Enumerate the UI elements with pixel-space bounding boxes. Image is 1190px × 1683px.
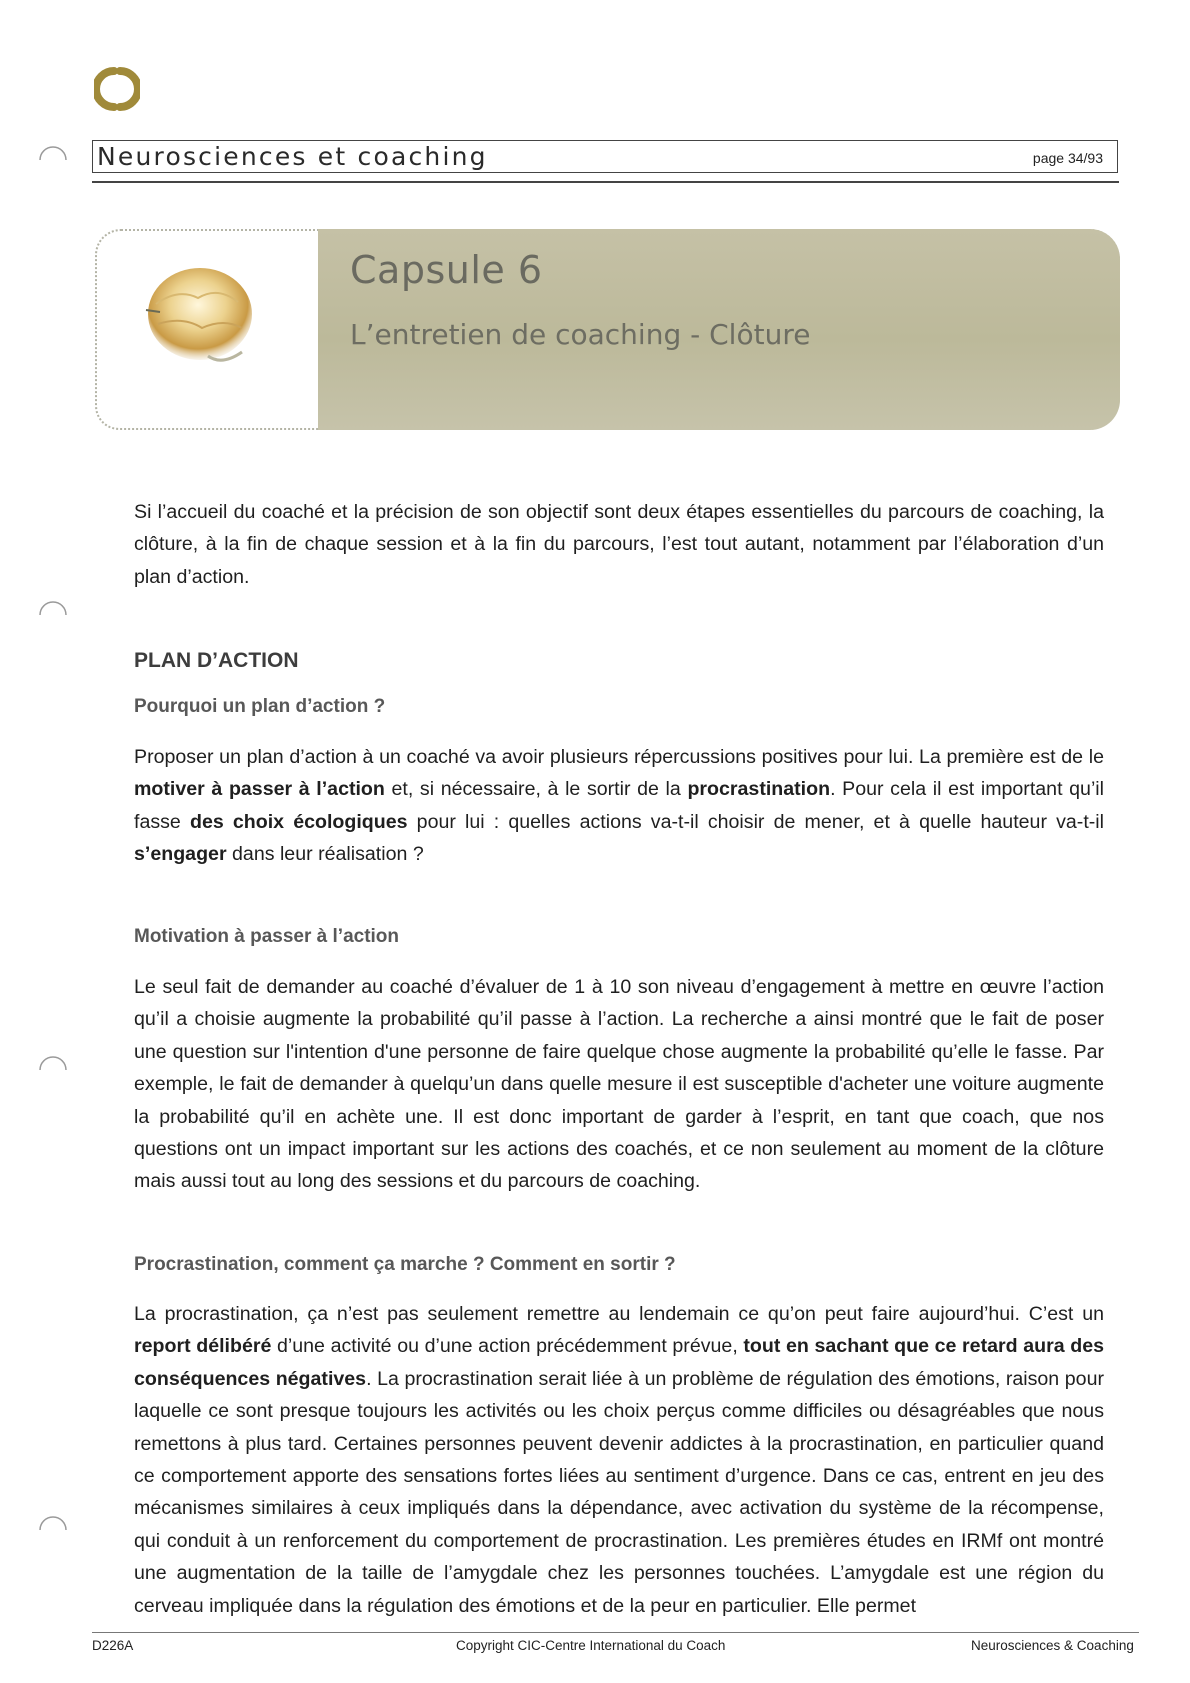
procrastination-paragraph bbox=[134, 1298, 1104, 1622]
brain-illustration bbox=[138, 258, 268, 378]
motivation-paragraph: Le seul fait de demander au coaché d’évaluer de 1 à 10 son niveau d’engagement à mettre en œuvre l’action qu’il a choisie augmente la probabilité qu’il passe à l’action. La recherche a ainsi montré que le fait de poser une question sur l'intention d'une personne de faire quelque chose augmente la probabilité qu’elle le fasse. Par exemple, le fait de demander à quelqu’un dans quelle mesure il est susceptible d'acheter une voiture augmente la probabilité qu’il en achète une. Il est donc important de garder à l’esprit, en tant que coach, que nos questions ont un impact important sur les actions des coachés, et ce non seulement au moment de la clôture mais aussi tout au long des sessions et du parcours de coaching. bbox=[134, 976, 1104, 1193]
binder-hole-icon bbox=[36, 595, 70, 629]
logo-icon bbox=[94, 66, 140, 112]
why-heading: Pourquoi un plan d’action ? bbox=[134, 696, 386, 717]
footer-doc-code: D226A bbox=[92, 1638, 134, 1653]
bold-run: procrastination bbox=[687, 778, 831, 801]
header-title: Neurosciences et coaching bbox=[97, 142, 488, 171]
text-run: d’une activité ou d’une action précédemment prévue, bbox=[271, 1335, 744, 1358]
binder-hole-icon bbox=[36, 140, 70, 174]
bold-run: tout en sachant que ce retard aura des conséquences négatives bbox=[134, 1335, 1104, 1390]
motivation-heading: Motivation à passer à l’action bbox=[134, 926, 400, 947]
text-run: pour lui : quelles actions va-t-il choisir de mener, et à quelle hauteur va-t-il bbox=[407, 810, 1104, 833]
page-header bbox=[92, 140, 1118, 173]
motivation-heading-block bbox=[134, 926, 1104, 948]
text-run: dans leur réalisation ? bbox=[226, 843, 424, 866]
footer-title: Neurosciences & Coaching bbox=[971, 1638, 1134, 1653]
text-run: La procrastination, ça n’est pas seulement remettre au lendemain ce qu’on peut faire aujourd’hui. C’est un bbox=[134, 1303, 1104, 1325]
footer-divider bbox=[92, 1632, 1139, 1633]
text-run: Proposer un plan d’action à un coaché va avoir plusieurs répercussions positives pour lui. La première est de le bbox=[134, 746, 1104, 768]
bold-run: s’engager bbox=[134, 843, 227, 866]
intro-paragraph: Si l’accueil du coaché et la précision de son objectif sont deux étapes essentielles du parcours de coaching, la clôture, à la fin de chaque session et à la fin du parcours, l’est tout autant, notamment par l’élaboration d’un plan d’action. bbox=[134, 501, 1104, 588]
binder-hole-icon bbox=[36, 1510, 70, 1544]
bold-run: motiver à passer à l’action bbox=[134, 778, 385, 801]
footer-copyright: Copyright CIC-Centre International du Coach bbox=[456, 1638, 726, 1653]
section-heading: PLAN D’ACTION bbox=[134, 649, 299, 672]
motivation-block bbox=[134, 971, 1104, 1198]
capsule-subtitle: L’entretien de coaching - Clôture bbox=[350, 318, 811, 351]
procrastination-block bbox=[134, 1298, 1104, 1622]
bold-run: des choix écologiques bbox=[189, 810, 408, 833]
procrastination-heading-block bbox=[134, 1254, 1104, 1276]
why-block bbox=[134, 741, 1104, 871]
header-divider bbox=[92, 181, 1119, 183]
text-run: . La procrastination serait liée à un problème de régulation des émotions, raison pour laquelle ce sont presque toujours les activités ou les choix perçus comme difficiles ou désagréables que nous remettons à plus tard. Certaines personnes peuvent devenir addictes à la procrastination, en particulier quand ce comportement apporte des sensations fortes liées au sentiment d’urgence. Dans ce cas, entrent en jeu des mécanismes similaires à ceux impliqués dans la dépendance, avec activation du système de la récompense, qui conduit à un renforcement du comportement de procrastination. Les premières études en IRMf ont montré une augmentation de la taille de l’amygdale chez les personnes touchées. L’amygdale est une région du cerveau impliquée dans la régulation des émotions et de la peur en particulier. Elle permet bbox=[134, 1367, 1104, 1617]
page-number: page 34/93 bbox=[1032, 150, 1103, 166]
binder-hole-icon bbox=[36, 1050, 70, 1084]
bold-run: report délibéré bbox=[134, 1335, 272, 1358]
why-paragraph bbox=[134, 741, 1104, 871]
capsule-title: Capsule 6 bbox=[350, 248, 543, 292]
text-run: et, si nécessaire, à le sortir de la bbox=[384, 778, 688, 801]
section-block bbox=[134, 649, 1104, 673]
intro-block bbox=[134, 496, 1104, 593]
text-run: . Pour cela il est important qu’il fasse bbox=[134, 778, 1105, 833]
why-heading-block bbox=[134, 696, 1104, 718]
procrastination-heading: Procrastination, comment ça marche ? Comment en sortir ? bbox=[134, 1254, 676, 1275]
